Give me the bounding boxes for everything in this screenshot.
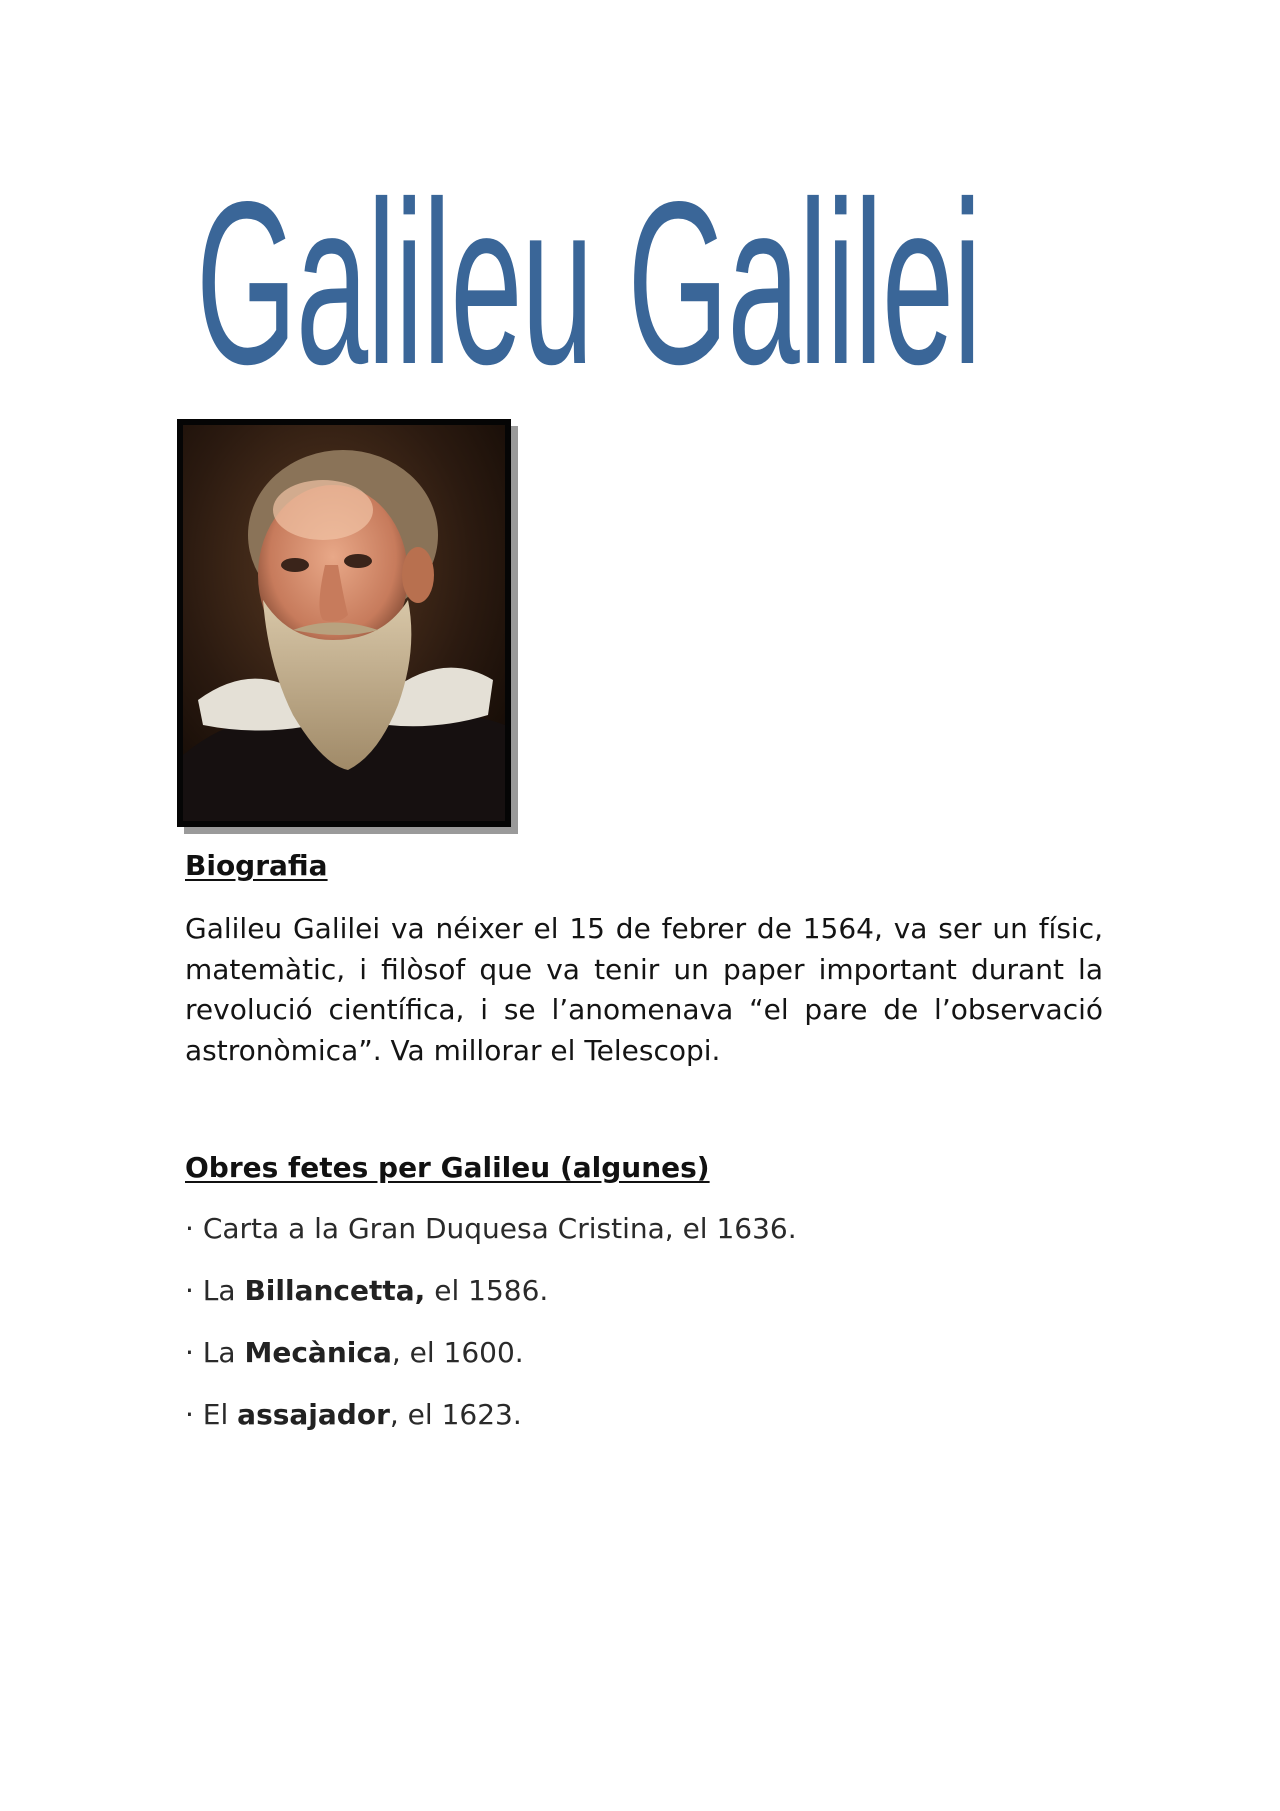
list-item: · La Billancetta, el 1586. [185,1274,549,1307]
list-item: · La Mecànica, el 1600. [185,1336,524,1369]
list-item: · El assajador, el 1623. [185,1398,522,1431]
works-list [185,1209,797,1457]
biography-paragraph: Galileu Galilei va néixer el 15 de febrer de 1564, va ser un físic, matemàtic, i filòsof que va tenir un paper important durant la revolució científica, i se l’anomenava “el pare de l’observació astronòmica”. Va millorar el Telescopi. [185,912,1103,1067]
portrait-of-galileu [183,425,505,821]
portrait-image [177,419,511,827]
list-item: · Carta a la Gran Duquesa Cristina, el 1636. [185,1212,797,1245]
biography-heading: Biografia [185,849,328,882]
page-title: Galileu Galilei [196,154,981,413]
works-heading: Obres fetes per Galileu (algunes) [185,1151,710,1184]
